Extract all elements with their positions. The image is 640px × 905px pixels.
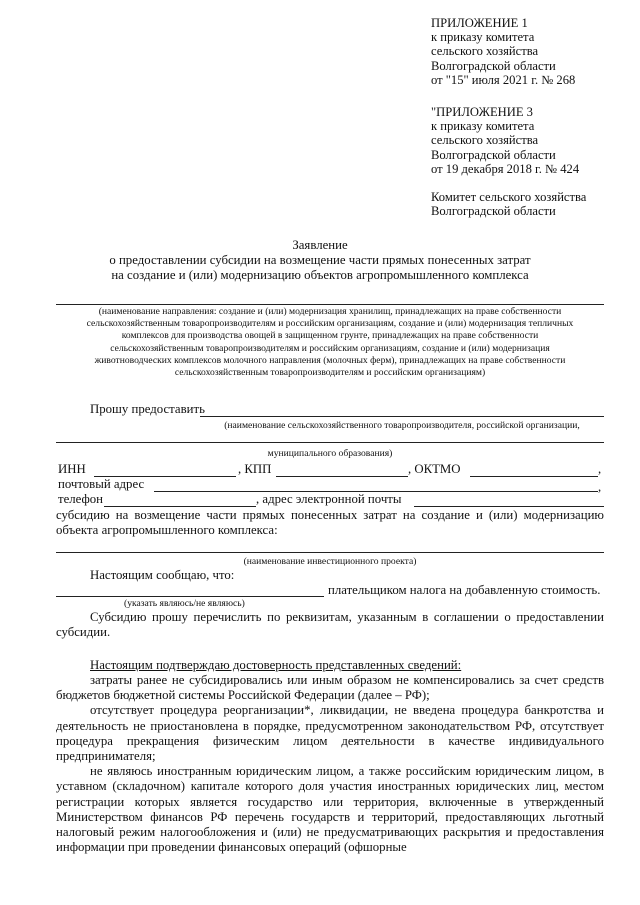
producer-name-field-2[interactable] bbox=[56, 442, 604, 443]
appendix-1-header bbox=[431, 16, 575, 87]
project-field[interactable] bbox=[56, 552, 604, 553]
phone-label: телефон bbox=[58, 492, 104, 506]
appendix-1-line: сельского хозяйства bbox=[431, 44, 539, 59]
appendix-1-line: Волгоградской области bbox=[431, 58, 556, 73]
recipient-block bbox=[431, 190, 586, 218]
confirm-paragraph-3: не являюсь иностранным юридическим лицом, а также российским юридическим лицом, в уставном (складочном) капитале которого доля участия иностранных юридических лиц, местом регистрации которых является государство или территория, включенные в утвержденный Министерством финансов РФ перечень государств и территорий, предоставляющих льготный налоговый режим налогообложения и (или) не предусматривающих раскрытия и предоставления информации при проведении финансовых операций (офшорные bbox=[56, 764, 604, 855]
kpp-field[interactable] bbox=[276, 476, 408, 477]
appendix-3-line: от 19 декабря 2018 г. № 424 bbox=[431, 161, 580, 176]
confirm-heading: Настоящим подтверждаю достоверность представленных сведений: bbox=[90, 658, 462, 672]
vat-label: плательщиком налога на добавленную стоимость. bbox=[328, 583, 601, 597]
requisites-paragraph bbox=[56, 610, 604, 640]
appendix-1-line: к приказу комитета bbox=[431, 30, 535, 45]
title-line-1: о предоставлении субсидии на возмещение части прямых понесенных затрат bbox=[109, 253, 531, 267]
producer-name-field[interactable] bbox=[200, 416, 604, 417]
oktmo-comma: , bbox=[598, 462, 602, 476]
direction-note-line: комплексов для производства овощей в защищенном грунте, принадлежащих на праве собственности bbox=[121, 330, 539, 342]
inn-label: ИНН bbox=[58, 462, 86, 476]
producer-note: (наименование сельскохозяйственного товаропроизводителя, российской организации, bbox=[224, 420, 580, 431]
municipality-note: муниципального образования) bbox=[267, 448, 393, 459]
subsidy-paragraph bbox=[56, 508, 604, 538]
direction-note-line: сельскохозяйственным товаропроизводителям и российским организациям, создание и (или) модернизация тепличных bbox=[86, 318, 574, 330]
project-note: (наименование инвестиционного проекта) bbox=[243, 556, 417, 567]
vat-status-field[interactable] bbox=[56, 596, 324, 597]
oktmo-label: , ОКТМО bbox=[408, 462, 461, 476]
direction-line bbox=[56, 304, 604, 305]
postal-comma: , bbox=[598, 480, 602, 494]
direction-note-line: (наименование направления: создание и (или) модернизация хранилищ, принадлежащих на праве собственности bbox=[98, 306, 562, 317]
direction-note-line: сельскохозяйственным товаропроизводителям и российским организациям, создание и (или) модернизация bbox=[110, 342, 550, 354]
recipient-line: Волгоградской области bbox=[431, 204, 556, 219]
confirm-paragraph-2: отсутствует процедура реорганизации*, ликвидации, не введена процедура банкротства и деятельность не приостановлена в порядке, предусмотренном законодательством РФ, отсутствует процедура прекращения физическим лицом деятельности в качестве индивидуального предпринимателя; bbox=[56, 703, 604, 764]
vat-note: (указать являюсь/не являюсь) bbox=[124, 598, 245, 609]
appendix-1-line: ПРИЛОЖЕНИЕ 1 bbox=[431, 16, 528, 30]
appendix-3-line: к приказу комитета bbox=[431, 119, 535, 134]
requisites-text: Субсидию прошу перечислить по реквизитам, указанным в соглашении о предоставлении субсидии. bbox=[56, 610, 604, 640]
email-label: , адрес электронной почты bbox=[256, 492, 402, 506]
recipient-line: Комитет сельского хозяйства bbox=[431, 190, 587, 204]
inform-label: Настоящим сообщаю, что: bbox=[90, 568, 235, 582]
direction-note bbox=[54, 306, 606, 379]
request-label: Прошу предоставить bbox=[90, 402, 205, 416]
postal-label: почтовый адрес bbox=[58, 477, 145, 491]
oktmo-field[interactable] bbox=[470, 476, 598, 477]
phone-field[interactable] bbox=[104, 506, 256, 507]
confirm-paragraphs bbox=[56, 673, 604, 855]
appendix-3-line: "ПРИЛОЖЕНИЕ 3 bbox=[431, 105, 533, 119]
appendix-3-line: Волгоградской области bbox=[431, 147, 556, 162]
subsidy-text: субсидию на возмещение части прямых понесенных затрат на создание и (или) модернизацию объекта агропромышленного комплекса: bbox=[56, 508, 604, 538]
appendix-3-line: сельского хозяйства bbox=[431, 133, 539, 148]
appendix-1-line: от "15" июля 2021 г. № 268 bbox=[431, 72, 576, 87]
direction-note-line: сельскохозяйственным товаропроизводителям и российским организациям) bbox=[174, 367, 486, 379]
confirm-paragraph-1: затраты ранее не субсидировались или иным образом не компенсировались за счет средств бюджетов бюджетной системы Российской Федерации (далее – РФ); bbox=[56, 673, 604, 703]
email-field[interactable] bbox=[414, 506, 604, 507]
direction-note-line: животноводческих комплексов молочного направления (молочных ферм), принадлежащих на праве собственности bbox=[94, 354, 566, 366]
appendix-3-header bbox=[431, 105, 579, 176]
kpp-label: , КПП bbox=[238, 462, 272, 476]
document-title: Заявление bbox=[292, 238, 348, 252]
title-line-2: на создание и (или) модернизацию объектов агропромышленного комплекса bbox=[111, 268, 529, 282]
